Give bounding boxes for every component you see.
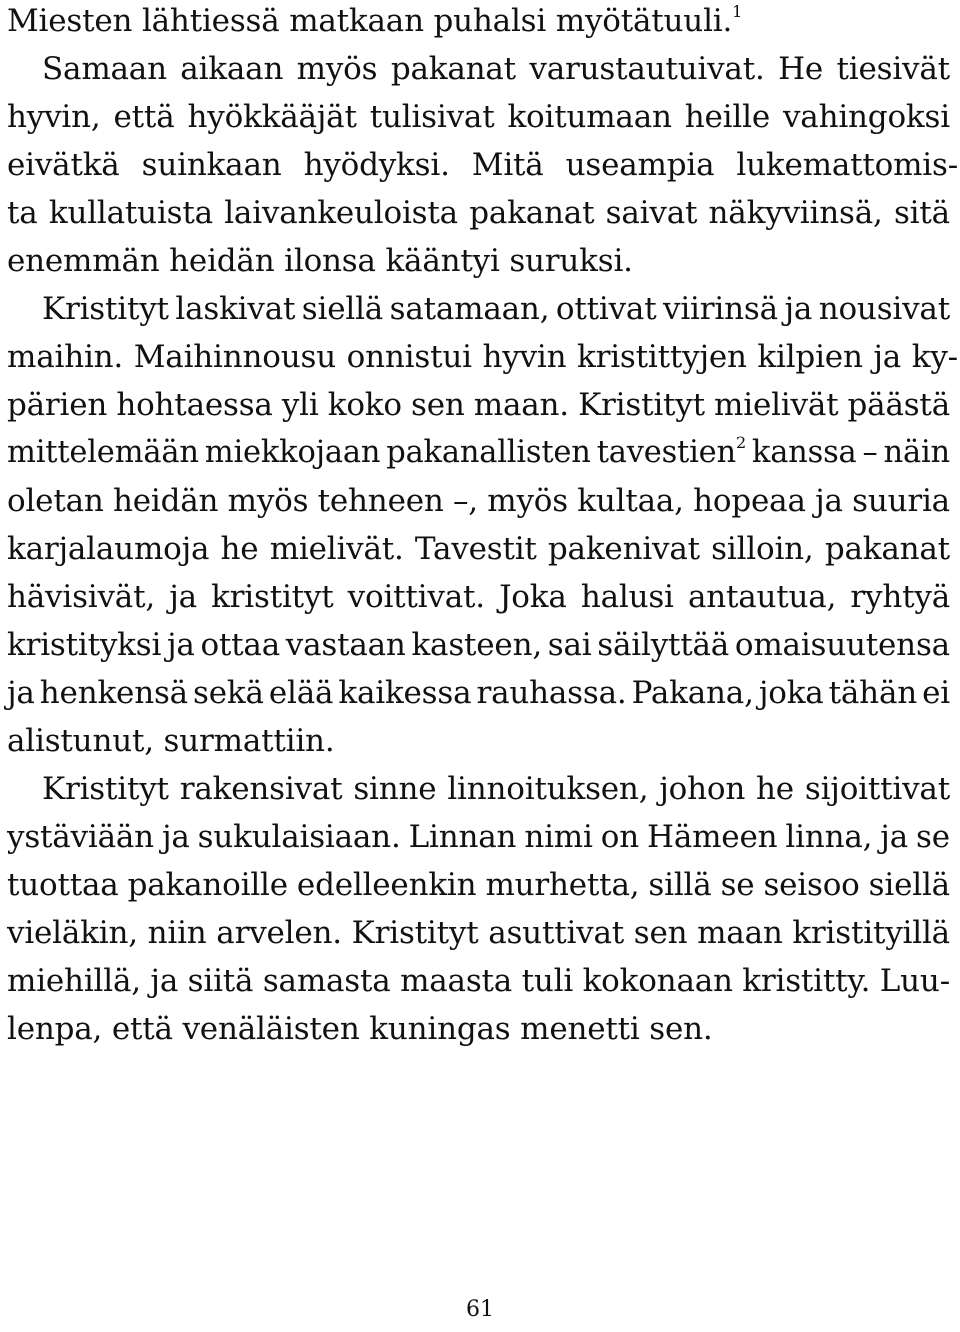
word: linna, [785,819,873,855]
word: päästä [847,387,950,423]
word: pakanat [824,531,950,567]
word: He [778,51,824,87]
word: saivat [605,195,698,231]
word: sijoittivat [804,771,950,807]
text-line [7,433,950,470]
word: omaisuutensa [734,627,950,663]
word: johon [659,771,746,807]
word: yli [281,387,319,423]
text-line [7,147,958,183]
word: he [220,531,259,567]
text-line [42,771,950,807]
text-line [7,339,958,375]
word: hohtaessa [116,387,273,423]
word: kanssa [751,435,857,470]
word: heidän [169,243,275,279]
word: enemmän [7,243,160,279]
word: useampia [565,147,715,183]
word: sekä [193,675,264,711]
word: rauhassa. [476,675,627,711]
word: kullatuista [48,195,213,231]
word: venäläisten [182,1011,360,1047]
word: suuria [852,483,950,519]
word: ottivat [555,291,657,327]
word: eivätkä [7,147,120,183]
word: antautua, [687,579,837,615]
word: maihin. [7,339,124,375]
word: ja [815,483,843,519]
word: miehillä, [7,963,141,999]
word: ottaa [200,627,280,663]
word: murhetta, [485,867,640,903]
word: kristityt [211,579,334,615]
word: tuli [521,963,574,999]
word: pakanoille [127,867,288,903]
text-line [7,915,950,951]
word: kaikessa [338,675,472,711]
word: Joka [499,579,567,615]
word: tiesivät [836,51,950,87]
word: että [111,1011,173,1047]
word: niin [147,915,207,951]
word: asuttivat [488,915,625,951]
word: Hämeen [646,819,778,855]
word: hyökkääjät [187,99,357,135]
word: voittivat. [347,579,485,615]
word: ja [784,291,813,327]
word: pakanat [469,195,595,231]
word: seisoo [763,867,860,903]
word: kristitty. [742,963,871,999]
word: ryhtyä [850,579,950,615]
text-line [7,723,335,759]
word: myös [227,483,309,519]
word: arvelen. [216,915,342,951]
word: ja [150,963,179,999]
word: ja [166,627,195,663]
word: miekkojaan [204,435,381,470]
word: ta [7,195,38,231]
word: näkyviinsä, [708,195,883,231]
word: näin [883,435,950,470]
word: laskivat [175,291,296,327]
word: hävisivät, [7,579,156,615]
word: Pakana, [631,675,754,711]
text-line [7,867,950,903]
word: silloin, [711,531,814,567]
word: myötätuuli. [555,3,733,39]
word: rakensivat [179,771,343,807]
word: surmattiin. [163,723,335,759]
word: viirinsä [663,291,778,327]
footnote-marker: 2 [735,433,746,452]
word: koko [327,387,402,423]
word: ja [7,675,35,711]
word: kilpien [757,339,863,375]
word: edelleenkin [296,867,477,903]
word: tehneen [317,483,444,519]
word: lenpa, [7,1011,103,1047]
word: vahingoksi [782,99,950,135]
word: kasteen, [411,627,542,663]
word: vieläkin, [7,915,138,951]
word: ilonsa [284,243,376,279]
word: joka [758,675,824,711]
word: maan [697,915,783,951]
word: tuottaa [7,867,119,903]
word: maan. [473,387,569,423]
word: on [600,819,639,855]
word: se [916,819,950,855]
word: nimi [524,819,593,855]
word: kääntyi [385,243,500,279]
word: laivankeuloista [224,195,458,231]
word: henkensä [39,675,188,711]
word: vastaan [285,627,406,663]
word: sen [633,915,688,951]
word: linnoituksen, [447,771,649,807]
word: kuningas [369,1011,511,1047]
footnote-marker: 1 [732,2,743,21]
text-line [7,675,950,711]
word: Tavestit [414,531,537,567]
text-line [7,387,950,423]
word: hyvin, [7,99,101,135]
word: pärien [7,387,108,423]
word: ky- [911,339,958,375]
word: Maihinnousu [133,339,337,375]
word: heille [684,99,770,135]
page-number: 61 [466,1297,494,1322]
word: maasta [400,963,513,999]
word: suinkaan [141,147,282,183]
word: ei [922,675,950,711]
word: tulisivat [369,99,495,135]
word: – [862,435,878,470]
word: se [720,867,755,903]
word: menetti [520,1011,640,1047]
word: samasta [262,963,391,999]
word: halusi [580,579,674,615]
word: mielivät [714,387,839,423]
word: lukemattomis- [736,147,958,183]
word: he [756,771,794,807]
word: sen. [649,1011,713,1047]
word: puhalsi [433,3,547,39]
word: sinne [353,771,437,807]
word: elää [268,675,334,711]
word: Luu- [879,963,950,999]
text-line [42,51,950,87]
word: Kristityt [42,771,169,807]
word: matkaan [289,3,424,39]
word: sitä [893,195,950,231]
word: säilyttää [597,627,730,663]
word: ystäviään [7,819,154,855]
word: Samaan [42,51,167,87]
word: ja [169,579,197,615]
word: sillä [648,867,712,903]
word: heidän [112,483,219,519]
word: tavestien [596,435,736,470]
word: Mitä [471,147,544,183]
word: suruksi. [509,243,633,279]
text-line [7,483,950,519]
word: onnistui [346,339,472,375]
word: kokonaan [582,963,733,999]
word: Kristityt [351,915,479,951]
word: koitumaan [507,99,672,135]
word: hopeaa [693,483,806,519]
word: hyödyksi. [303,147,450,183]
word: ja [161,819,190,855]
text-line [42,291,950,327]
word: varustautuivat. [529,51,765,87]
word: lähtiessä [141,3,280,39]
word: pakenivat [547,531,700,567]
word: myös [296,51,378,87]
word: satamaan, [389,291,550,327]
word: ja [880,819,908,855]
word: aikaan [180,51,284,87]
word: kristityksi [7,627,162,663]
text-line [7,195,950,231]
word: sai [547,627,592,663]
word: Linnan [408,819,517,855]
word: oletan [7,483,104,519]
word: –, [452,483,478,519]
text-line [7,531,950,567]
word: pakanallisten [386,435,591,470]
word: Miesten [7,3,133,39]
text-line [7,2,743,39]
word: kristityillä [792,915,950,951]
word: että [113,99,175,135]
word: kultaa, [577,483,684,519]
text-line [7,243,633,279]
word: ja [873,339,902,375]
word: alistunut, [7,723,154,759]
text-line [7,819,950,855]
word: tähän [828,675,917,711]
word: pakanat [390,51,516,87]
word: Kristityt [578,387,705,423]
text-line [7,627,950,663]
word: nousivat [818,291,950,327]
word: siitä [187,963,254,999]
word: mielivät. [269,531,404,567]
word: hyvin [482,339,567,375]
text-line [7,963,950,999]
word: Kristityt [42,291,169,327]
text-line [7,579,950,615]
word: myös [487,483,568,519]
text-line [7,99,950,135]
word: siellä [868,867,950,903]
text-line [7,1011,713,1047]
word-with-footnote [596,433,746,470]
word: karjalaumoja [7,531,210,567]
word: kristittyjen [577,339,747,375]
word: sukulaisiaan. [197,819,401,855]
word: mittelemään [7,435,199,470]
word: siellä [301,291,384,327]
word: sen [410,387,465,423]
